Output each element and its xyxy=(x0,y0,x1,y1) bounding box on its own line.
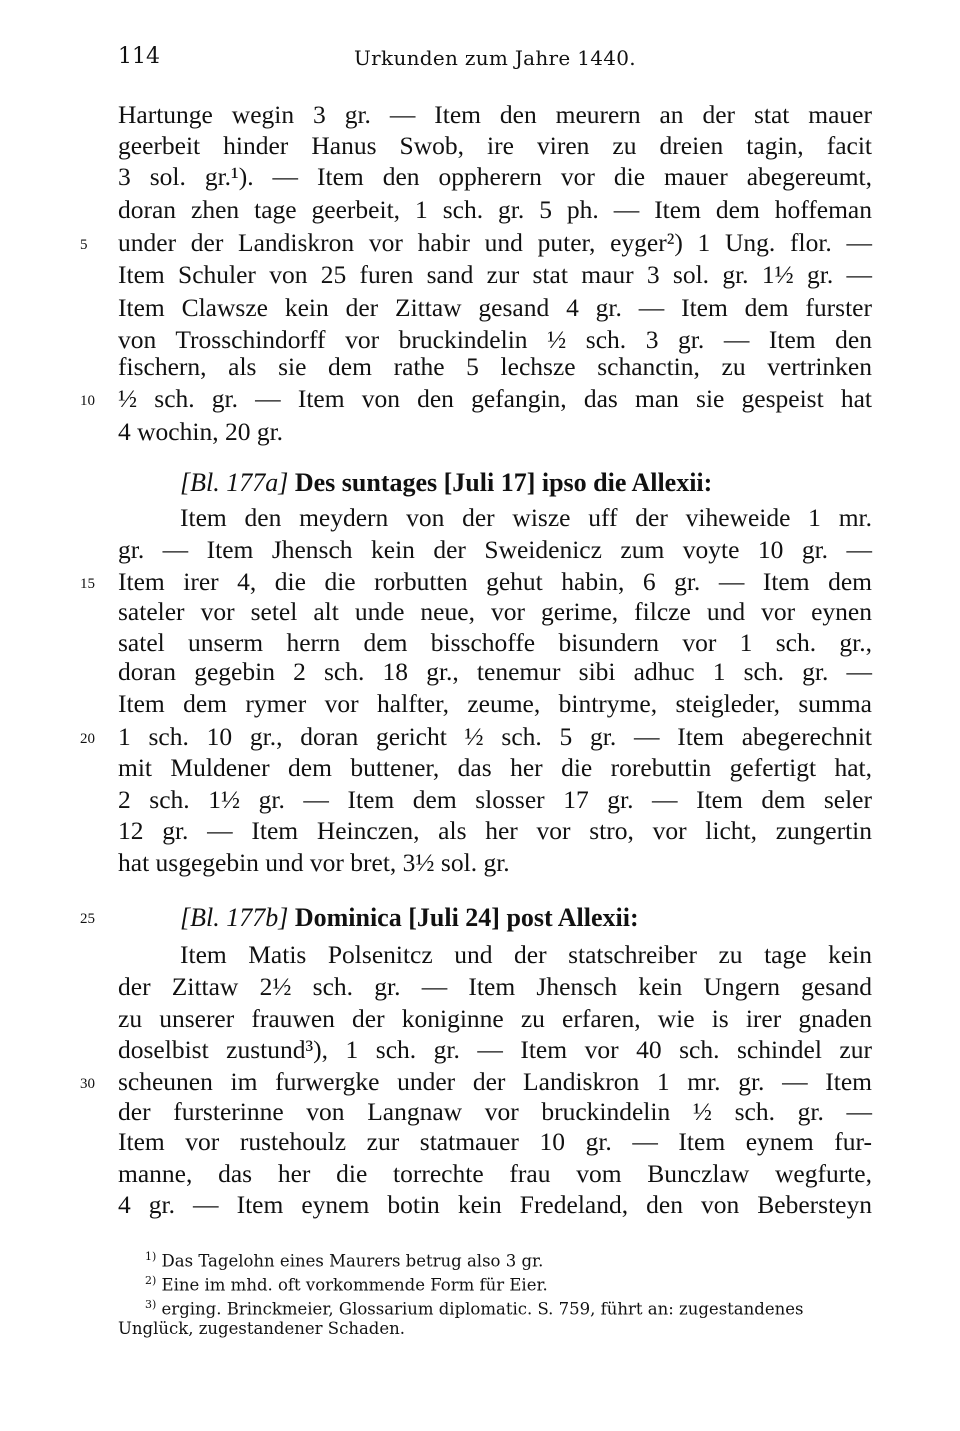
text-line: 4 wochin, 20 gr. xyxy=(118,417,284,446)
section-heading xyxy=(180,903,872,933)
text-line: Item Matis Polsenitcz und der statschreiber zu tage kein xyxy=(180,940,872,969)
text-line: 2 sch. 1½ gr. — Item dem slosser 17 gr. — Item dem seler xyxy=(118,785,872,814)
footnote-text: Eine im mhd. oft vorkommende Form für Eier. xyxy=(161,1275,548,1295)
line-number: 25 xyxy=(80,911,95,927)
text-line: sateler vor setel alt unde neue, vor gerime, filcze und vor eynen xyxy=(118,597,872,626)
text-line: gr. — Item Jhensch kein der Sweidenicz zum voyte 10 gr. — xyxy=(118,535,872,564)
footnote-mark: 1) xyxy=(145,1250,157,1263)
text-line: Item den meydern von der wisze uff der viheweide 1 mr. xyxy=(180,503,872,532)
text-line: Item vor rustehoulz zur statmauer 10 gr. — Item eynem fur- xyxy=(118,1127,872,1156)
text-line: Item Clawsze kein der Zittaw gesand 4 gr. — Item dem furster xyxy=(118,293,872,322)
footnote xyxy=(145,1268,872,1294)
text-line: doran gegebin 2 sch. 18 gr., tenemur sibi adhuc 1 sch. gr. — xyxy=(118,657,872,686)
text-line: scheunen im furwergke under der Landiskron 1 mr. gr. — Item xyxy=(118,1067,872,1096)
text-line: Hartunge wegin 3 gr. — Item den meurern an der stat mauer xyxy=(118,100,872,129)
text-line: geerbeit hinder Hanus Swob, ire viren zu dreien tagin, facit xyxy=(118,131,872,160)
text-line: 3 sol. gr.¹). — Item den oppherern vor die mauer abegereumt, xyxy=(118,162,872,191)
footnote-mark: 2) xyxy=(145,1274,157,1287)
text-line: manne, das her die torrechte frau vom Bunczlaw wegfurte, xyxy=(118,1159,872,1188)
text-line: mit Muldener dem buttener, das her die rorebuttin gefertigt hat, xyxy=(118,753,872,782)
footnote xyxy=(145,1244,872,1270)
heading-text: Dominica [Juli 24] post Allexii: xyxy=(294,903,639,932)
text-line: Item dem rymer vor halfter, zeume, bintryme, steigleder, summa xyxy=(118,689,872,718)
folio-reference: [Bl. 177b] xyxy=(180,903,289,932)
text-line: Item Schuler von 25 furen sand zur stat maur 3 sol. gr. 1½ gr. — xyxy=(118,260,872,289)
footnote-mark: 3) xyxy=(145,1298,157,1311)
line-number: 5 xyxy=(80,237,88,253)
text-line: zu unserer frauwen der koniginne zu erfaren, wie is irer gnaden xyxy=(118,1004,872,1033)
line-number: 20 xyxy=(80,731,95,747)
section-heading xyxy=(180,468,872,498)
text-line: under der Landiskron vor habir und puter, eyger²) 1 Ung. flor. — xyxy=(118,228,872,257)
text-line: der Zittaw 2½ sch. gr. — Item Jhensch kein Ungern gesand xyxy=(118,972,872,1001)
text-line: satel unserm herrn dem bisschoffe bisundern vor 1 sch. gr., xyxy=(118,628,872,657)
text-line: von Trosschindorff vor bruckindelin ½ sch. 3 gr. — Item den xyxy=(118,325,872,354)
footnote-text: Unglück, zugestandener Schaden. xyxy=(118,1319,405,1338)
text-line: ½ sch. gr. — Item von den gefangin, das man sie gespeist hat xyxy=(118,384,872,413)
text-line: hat usgegebin und vor bret, 3½ sol. gr. xyxy=(118,848,510,877)
page-header xyxy=(118,44,872,76)
footnote-text: Das Tagelohn eines Maurers betrug also 3 gr. xyxy=(161,1251,544,1271)
text-line: doran zhen tage geerbeit, 1 sch. gr. 5 ph. — Item dem hoffeman xyxy=(118,195,872,224)
heading-text: Des suntages [Juli 17] ipso die Allexii: xyxy=(294,468,713,497)
text-line: der fursterinne von Langnaw vor bruckindelin ½ sch. gr. — xyxy=(118,1097,872,1126)
text-line: doselbist zustund³), 1 sch. gr. — Item vor 40 sch. schindel zur xyxy=(118,1035,872,1064)
text-line: 12 gr. — Item Heinczen, als her vor stro, vor licht, zungertin xyxy=(118,816,872,845)
text-line: Item irer 4, die die rorbutten gehut habin, 6 gr. — Item dem xyxy=(118,567,872,596)
text-line: fischern, als sie dem rathe 5 lechsze schanctin, zu vertrinken xyxy=(118,352,872,381)
folio-reference: [Bl. 177a] xyxy=(180,468,289,497)
footnote xyxy=(145,1292,872,1318)
line-number: 10 xyxy=(80,393,95,409)
footnote-continuation xyxy=(118,1316,872,1342)
line-number: 15 xyxy=(80,576,95,592)
text-line: 4 gr. — Item eynem botin kein Fredeland, den von Bebersteyn xyxy=(118,1190,872,1219)
text-line: 1 sch. 10 gr., doran gericht ½ sch. 5 gr. — Item abegerechnit xyxy=(118,722,872,751)
page-number: 114 xyxy=(118,44,160,69)
running-title: Urkunden zum Jahre 1440. xyxy=(354,46,636,70)
line-number: 30 xyxy=(80,1076,95,1092)
footnote-text: erging. Brinckmeier, Glossarium diplomatic. S. 759, führt an: zugestandenes xyxy=(161,1299,804,1319)
